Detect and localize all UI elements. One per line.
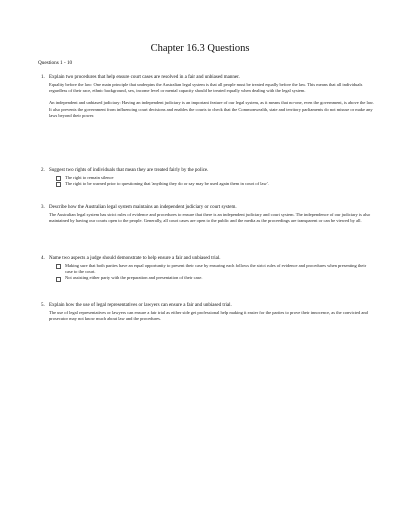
answer-paragraph: An independent and unbiased judiciary: Having an independent judiciary is an important feature of our legal system, as it means that no-one, even the government, is above the law. It also prevents the government from influencing court decisions and enables the courts to check that the Commonwealth, state and territory parliaments do not misuse or make any laws beyond their power.: [49, 100, 374, 118]
question-text: Describe how the Australian legal system maintains an independent judiciary or court system.: [49, 205, 237, 210]
checkbox-icon: [56, 264, 61, 269]
list-item: The right to be warned prior to questioning that 'anything they do or say may be used again them in court of law'.: [49, 181, 374, 187]
question-number: 3.: [41, 205, 45, 210]
answer-paragraph: The Australian legal system has strict rules of evidence and procedures to ensure that there is an independent judiciary and court system. The independence of our judiciary is also maintained by having our courts open to the people. Generally, all court cases are open to the public and the media as the proceedings are transparent or can be viewed by all.: [49, 211, 371, 224]
list-item: The right to remain silence: [49, 175, 374, 181]
question-number: 2.: [41, 168, 45, 173]
page-title: Chapter 16.3 Questions: [150, 43, 250, 54]
question-text: Suggest two rights of individuals that mean they are treated fairly by the police.: [49, 168, 209, 173]
checkbox-icon: [56, 277, 61, 282]
answer-paragraph: Equality before the law: One main principle that underpins the Australian legal system is that all people must be treated equally before the law. This means that all individuals regardless of their race, ethnic background, sex, income level or mental capacity should be treated equally when dealing with the legal system.: [49, 81, 363, 94]
question-text: Name two aspects a judge should demonstrate to help ensure a fair and unbiased trial.: [49, 256, 221, 261]
checkbox-icon: [56, 182, 61, 187]
question-5: [41, 303, 374, 322]
answer-list: [49, 263, 374, 282]
list-item: Making sure that both parties have an equal opportunity to present their case by ensuring each follows the strict rules of evidence and procedures when presenting their case to the court.: [49, 263, 374, 275]
answer-paragraph: The use of legal representatives or lawyers can ensure a fair trial as either side get professional help making it easier for the parties to prove their innocence, as the convicted and prosecutor may not know much about law and the procedures.: [49, 309, 368, 322]
question-1: [41, 75, 374, 119]
question-text: Explain how the use of legal representatives or lawyers can ensure a fair and unbiased trial.: [49, 303, 232, 308]
question-number: 1.: [41, 75, 45, 80]
question-3: [41, 205, 374, 224]
question-text: Explain two procedures that help ensure court cases are resolved in a fair and unbiased manner.: [49, 75, 240, 80]
answer-list: [49, 175, 374, 187]
question-4: [41, 256, 374, 282]
question-2: [41, 168, 374, 187]
list-item: Not assisting either party with the preparation and presentation of their case.: [49, 275, 374, 281]
question-number: 5.: [41, 303, 45, 308]
question-number: 4.: [41, 256, 45, 261]
section-subheading: Questions 1 - 10: [38, 60, 73, 66]
